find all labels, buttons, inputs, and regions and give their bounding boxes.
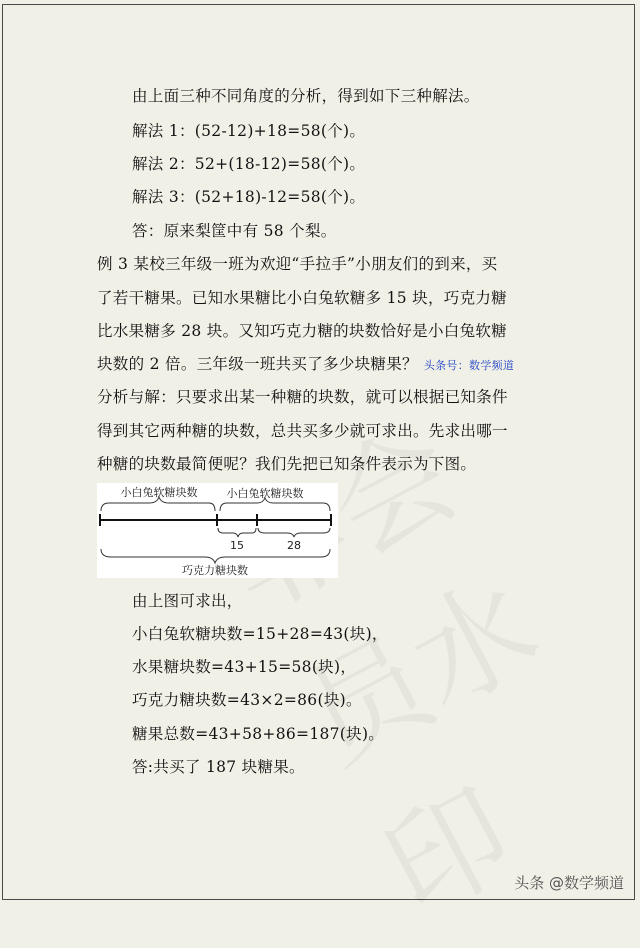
brace-15 [218, 528, 256, 537]
source-tag: 头条号：数学频道 [423, 359, 515, 372]
text-line: 由上图可求出， [132, 592, 243, 610]
text-line: 比水果糖多 28 块。又知巧克力糖的块数恰好是小白兔软糖 [97, 322, 507, 340]
text-line: 解法 2：52+(18-12)=58(个)。 [132, 155, 366, 173]
text-line: 解法 3：(52+18)-12=58(个)。 [132, 188, 366, 206]
text-line: 水果糖块数=43+15=58(块)， [132, 658, 357, 676]
label-top-right: 小白兔软糖块数 [226, 487, 304, 500]
text-line: 小白兔软糖块数=15+28=43(块)， [132, 625, 388, 643]
text-line: 种糖的块数最简便呢？我们先把已知条件表示为下图。 [97, 455, 477, 473]
brace-28 [258, 528, 330, 537]
text-line: 由上面三种不同角度的分析，得到如下三种解法。 [132, 87, 480, 105]
text-line: 答:共买了 187 块糖果。 [132, 758, 305, 776]
text-line: 解法 1：(52-12)+18=58(个)。 [132, 122, 366, 140]
line-segment-diagram [97, 483, 338, 578]
text-line [97, 354, 514, 376]
label-28: 28 [287, 539, 301, 552]
text-line: 得到其它两种糖的块数，总共买多少就可求出。先求出哪一 [97, 422, 508, 440]
label-top-left: 小白兔软糖块数 [120, 486, 198, 499]
footer-watermark: 头条 @数学频道 [514, 874, 624, 892]
brace-top-left [101, 497, 215, 511]
label-15: 15 [230, 539, 244, 552]
text-line: 分析与解：只要求出某一种糖的块数，就可以根据已知条件 [97, 388, 508, 406]
text-line: 答：原来梨筐中有 58 个梨。 [132, 222, 337, 240]
text-line: 糖果总数=43+58+86=187(块)。 [132, 725, 385, 743]
label-bottom: 巧克力糖块数 [182, 564, 248, 577]
text-line: 例 3 某校三年级一班为欢迎“手拉手”小朋友们的到来，买 [97, 255, 498, 273]
text-line: 了若干糖果。已知水果糖比小白兔软糖多 15 块，巧克力糖 [97, 289, 507, 307]
text-main: 块数的 2 倍。三年级一班共买了多少块糖果？ [97, 355, 418, 373]
text-line: 巧克力糖块数=43×2=86(块)。 [132, 691, 362, 709]
